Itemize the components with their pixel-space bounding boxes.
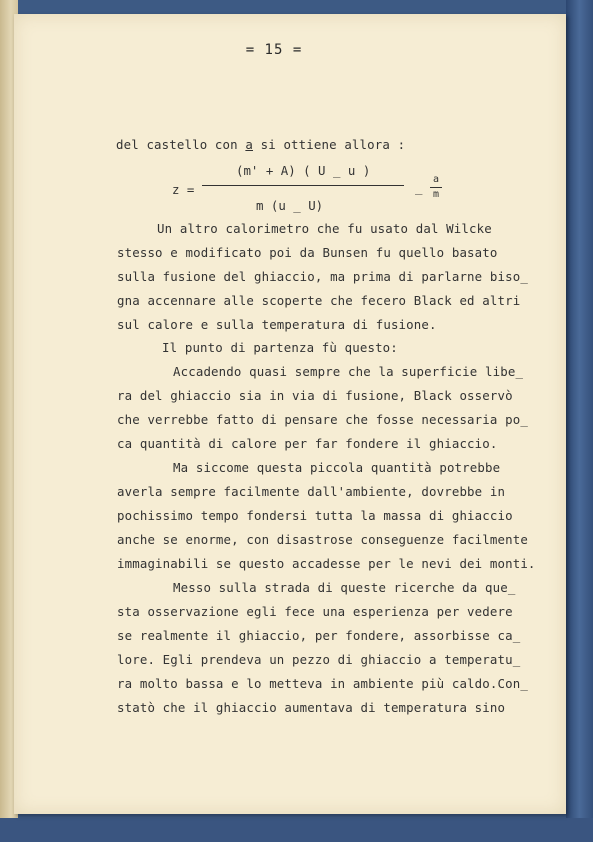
text-line: se realmente il ghiaccio, per fondere, assorbisse ca_ — [117, 628, 521, 643]
formula-fraction-bar — [202, 185, 404, 186]
intro-line-after: si ottiene allora : — [253, 137, 406, 152]
formula-lhs: z = — [172, 182, 195, 197]
text-line: ra del ghiaccio sia in via di fusione, Black osservò — [117, 388, 513, 403]
text-line: statò che il ghiaccio aumentava di temperatura sino — [117, 700, 506, 715]
formula-small-denominator: m — [432, 189, 440, 200]
text-line: che verrebbe fatto di pensare che fosse necessaria po_ — [117, 412, 528, 427]
text-line: Messo sulla strada di queste ricerche da que_ — [173, 580, 516, 595]
intro-line — [116, 137, 405, 152]
text-line: ra molto bassa e lo metteva in ambiente più caldo.Con_ — [117, 676, 528, 691]
text-line: stesso e modificato poi da Bunsen fu quello basato — [117, 245, 498, 260]
text-line: lore. Egli prendeva un pezzo di ghiaccio a temperatu_ — [117, 652, 521, 667]
formula-small-fraction-bar — [430, 187, 442, 188]
book-cover-bottom-edge — [0, 818, 593, 842]
page-number: = 15 = — [245, 42, 303, 58]
formula-minus: _ — [415, 180, 423, 195]
book-cover-right-edge — [566, 0, 593, 842]
text-line: sulla fusione del ghiaccio, ma prima di parlarne biso_ — [117, 269, 528, 284]
typewritten-page — [14, 14, 566, 814]
text-line: Ma siccome questa piccola quantità potrebbe — [173, 460, 501, 475]
text-line: gna accennare alle scoperte che fecero Black ed altri — [117, 293, 521, 308]
text-line: averla sempre facilmente dall'ambiente, dovrebbe in — [117, 484, 506, 499]
text-line: ca quantità di calore per far fondere il ghiaccio. — [117, 436, 498, 451]
formula-numerator: (m' + A) ( U _ u ) — [236, 163, 371, 178]
text-line: immaginabili se questo accadesse per le nevi dei monti. — [117, 556, 536, 571]
intro-line-before: del castello con — [116, 137, 246, 152]
text-line: Accadendo quasi sempre che la superficie libe_ — [173, 364, 524, 379]
formula-denominator: m (u _ U) — [256, 198, 324, 213]
text-line: Il punto di partenza fù questo: — [162, 340, 398, 355]
text-line: pochissimo tempo fondersi tutta la massa di ghiaccio — [117, 508, 513, 523]
formula-small-numerator: a — [432, 174, 440, 185]
text-line: anche se enorme, con disastrose conseguenze facilmente — [117, 532, 528, 547]
text-line: sul calore e sulla temperatura di fusione. — [117, 317, 437, 332]
intro-line-variable: a — [245, 137, 253, 152]
text-line: Un altro calorimetro che fu usato dal Wilcke — [157, 221, 492, 236]
text-line: sta osservazione egli fece una esperienza per vedere — [117, 604, 513, 619]
